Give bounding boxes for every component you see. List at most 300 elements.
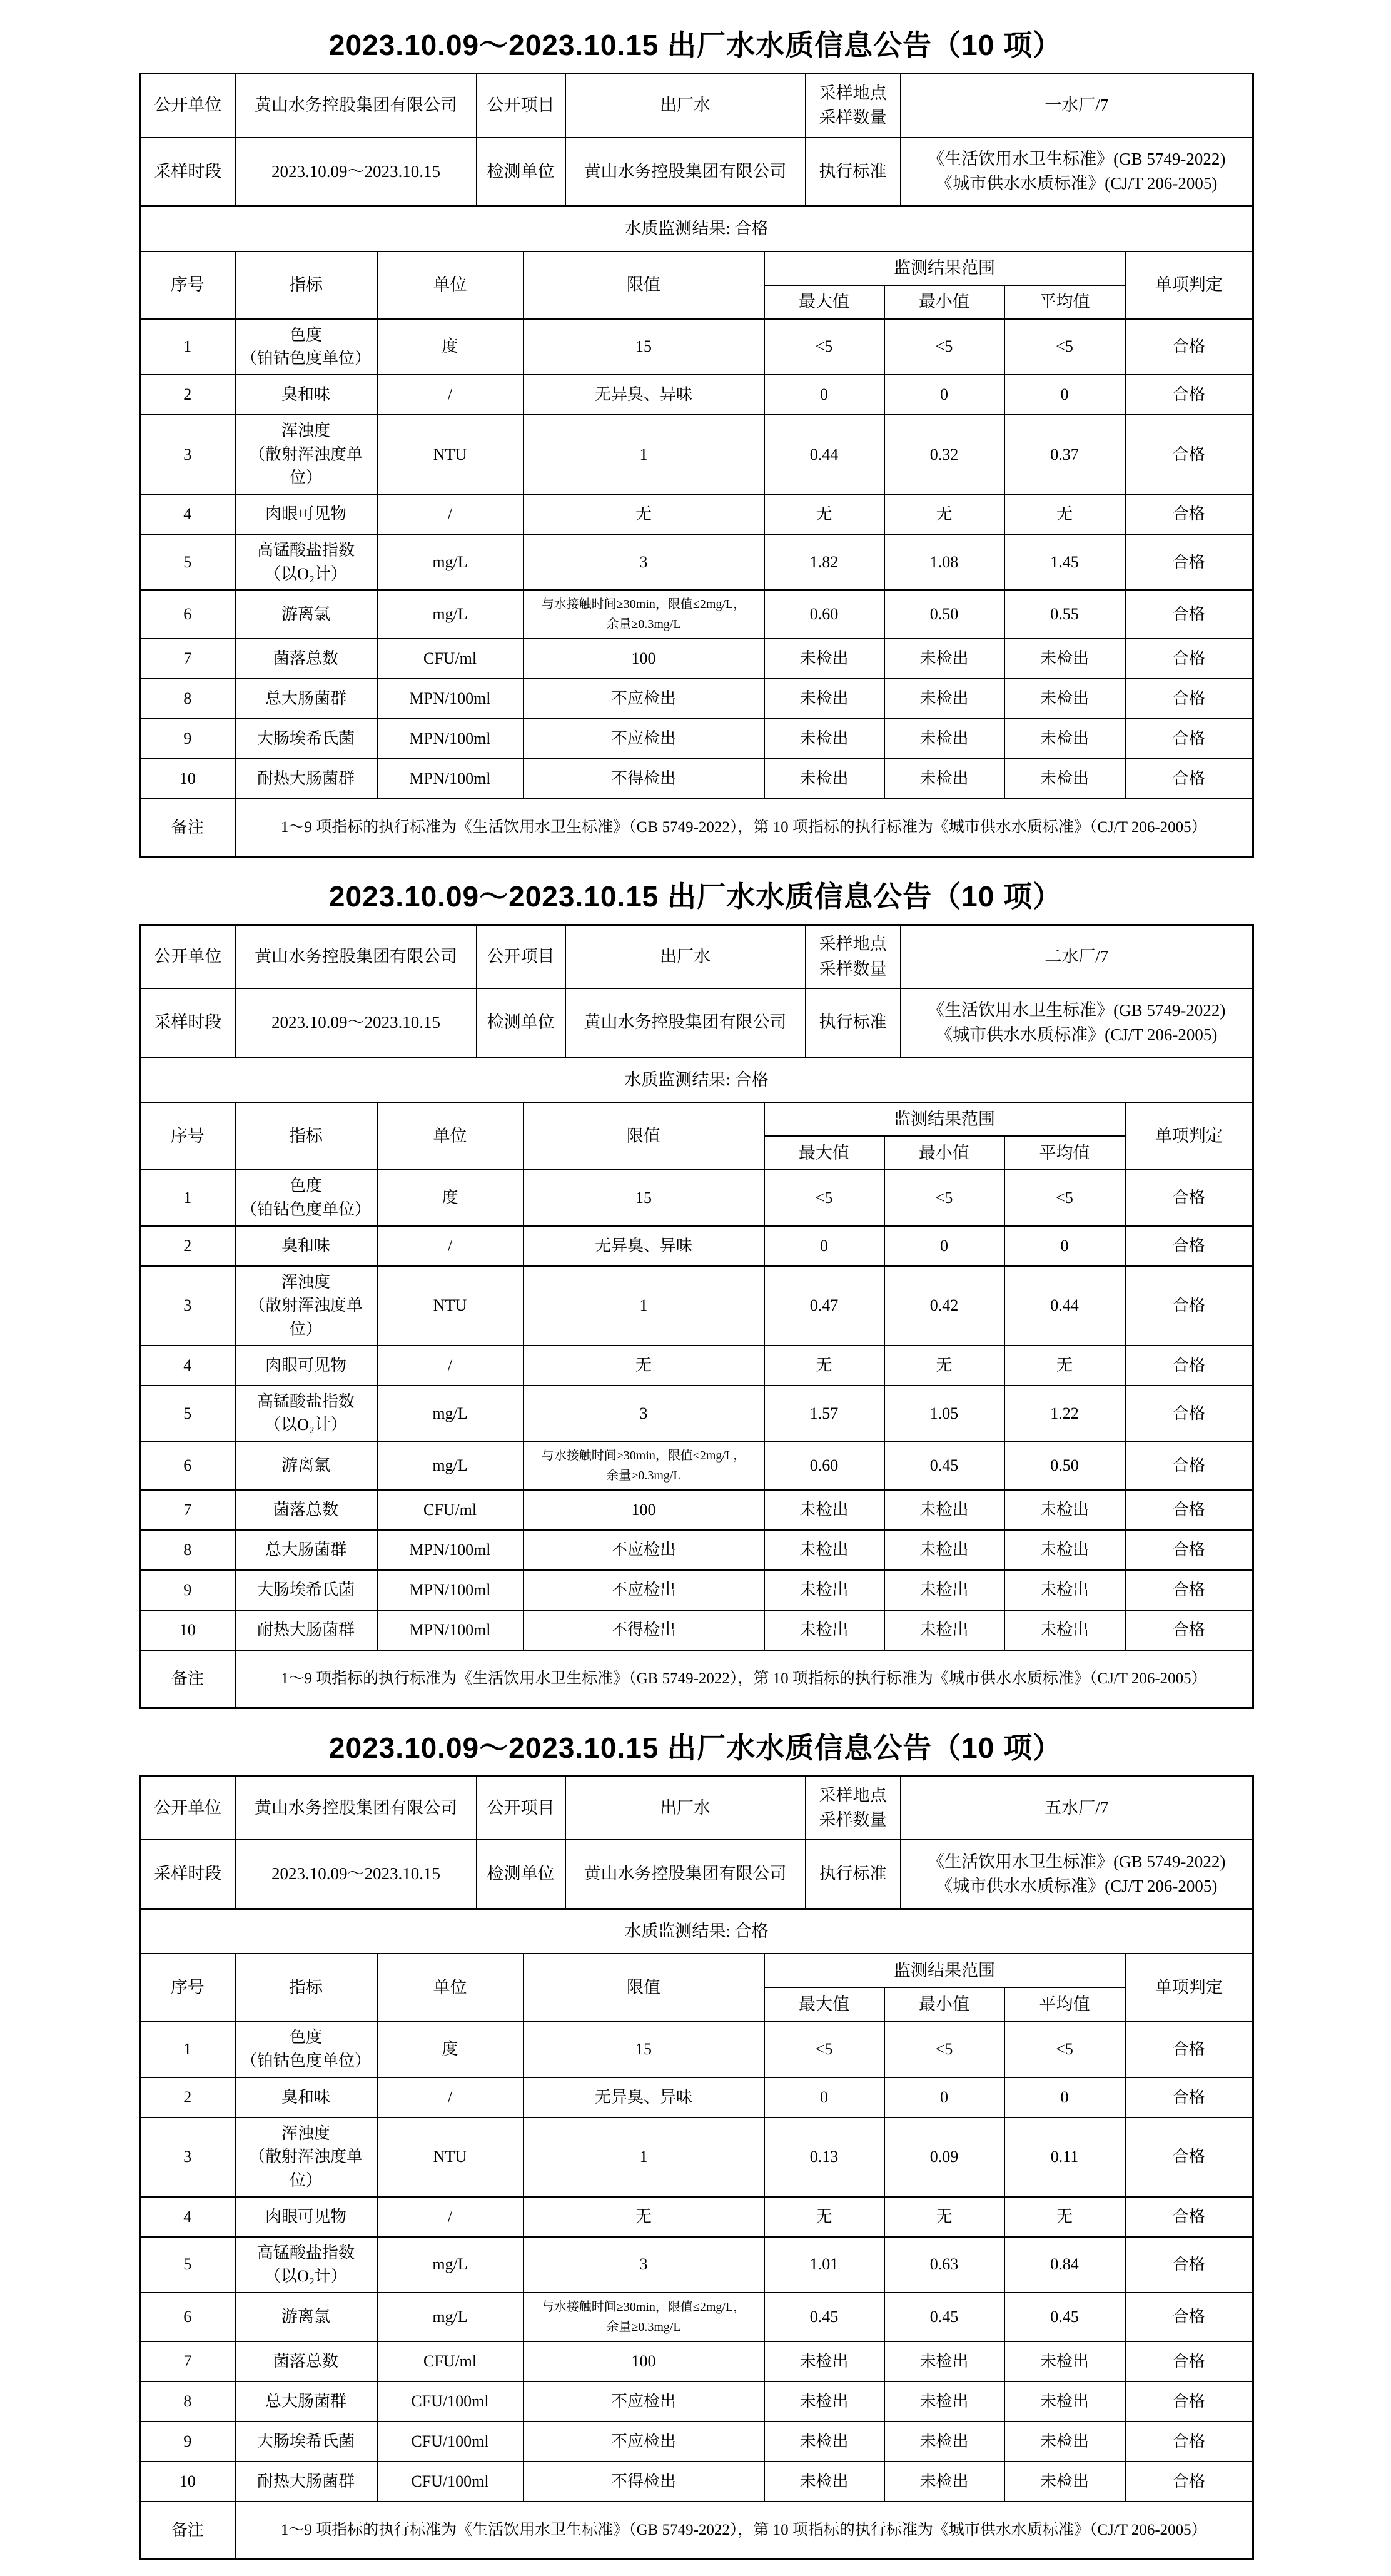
- standard-value: [901, 138, 1253, 206]
- cell-judge: 合格: [1125, 1226, 1253, 1266]
- cell-no: 8: [140, 1530, 235, 1570]
- cell-limit: [524, 1386, 764, 1441]
- project-label: 公开项目: [477, 925, 565, 988]
- header-range: 监测结果范围: [764, 1102, 1125, 1136]
- cell-indicator-line: 菌落总数: [273, 649, 338, 668]
- cell-limit-line: 不应检出: [610, 689, 676, 708]
- cell-limit-line: 与水接触时间≥30min，限值≤2mg/L，: [541, 597, 746, 612]
- indicator-row: [140, 1441, 1253, 1490]
- indicator-row: [140, 2462, 1253, 2502]
- page-title: 2023.10.09～2023.10.15 出厂水水质信息公告（10 项）: [328, 880, 1063, 913]
- header-unit: 单位: [377, 251, 524, 319]
- cell-judge: 合格: [1125, 1530, 1253, 1570]
- cell-avg: 1.22: [1004, 1386, 1125, 1441]
- cell-indicator: [235, 2237, 377, 2293]
- cell-limit: [524, 1570, 764, 1610]
- cell-limit-line: 1: [639, 2148, 648, 2166]
- header-no: 序号: [140, 1102, 235, 1170]
- public-unit-label: 公开单位: [140, 925, 236, 988]
- cell-indicator-line: 浑浊度: [281, 2124, 330, 2142]
- cell-max: <5: [764, 1170, 884, 1225]
- note-row: [140, 1650, 1253, 1708]
- cell-indicator-line: （铂钴色度单位）: [240, 349, 371, 368]
- cell-avg: 无: [1004, 494, 1125, 534]
- header-avg: 平均值: [1004, 1136, 1125, 1170]
- lab-label: 检测单位: [477, 1840, 565, 1909]
- cell-indicator-line: 色度: [289, 1177, 322, 1195]
- site-label: 采样地点: [819, 935, 887, 954]
- header-row: [140, 1102, 1253, 1136]
- cell-judge: 合格: [1125, 1610, 1253, 1650]
- cell-limit: [524, 415, 764, 494]
- cell-judge: 合格: [1125, 2117, 1253, 2197]
- cell-avg: 0: [1004, 375, 1125, 415]
- site-count-label: [806, 925, 901, 988]
- cell-max: 未检出: [764, 2462, 884, 2502]
- cell-indicator: [235, 494, 377, 534]
- result-text: 水质监测结果: 合格: [140, 206, 1253, 251]
- cell-indicator: [235, 2117, 377, 2197]
- site-count-value: 一水厂/7: [901, 74, 1253, 138]
- cell-unit: NTU: [377, 415, 524, 494]
- cell-limit-line: 无异臭、异味: [594, 385, 692, 404]
- cell-max: 未检出: [764, 2341, 884, 2381]
- cell-no: 6: [140, 2293, 235, 2341]
- cell-avg: 未检出: [1004, 639, 1125, 679]
- document-pages: [0, 23, 1391, 2560]
- cell-unit: /: [377, 1346, 524, 1386]
- indicator-row: [140, 2021, 1253, 2077]
- cell-max: 0.60: [764, 1441, 884, 1490]
- cell-limit-line: 不应检出: [610, 2432, 676, 2451]
- cell-min: 无: [884, 2197, 1004, 2237]
- cell-judge: 合格: [1125, 2462, 1253, 2502]
- header-indicator: 指标: [235, 251, 377, 319]
- cell-unit: NTU: [377, 1266, 524, 1346]
- cell-indicator: [235, 2381, 377, 2421]
- cell-max: 无: [764, 1346, 884, 1386]
- header-indicator: 指标: [235, 1102, 377, 1170]
- cell-max: 0.13: [764, 2117, 884, 2197]
- cell-indicator: [235, 319, 377, 375]
- cell-indicator: [235, 2421, 377, 2462]
- cell-limit-line: 不得检出: [610, 2472, 676, 2491]
- cell-limit-line: 1: [639, 445, 648, 464]
- cell-indicator-line: （散射浑浊度单位）: [248, 1296, 363, 1339]
- cell-min: 无: [884, 1346, 1004, 1386]
- cell-indicator-line: 肉眼可见物: [265, 505, 346, 524]
- cell-limit-line: 无: [635, 505, 652, 524]
- cell-limit: [524, 1170, 764, 1225]
- cell-indicator: [235, 1441, 377, 1490]
- header-min: 最小值: [884, 1987, 1004, 2021]
- standard-value: [901, 1840, 1253, 1909]
- cell-no: 9: [140, 2421, 235, 2462]
- cell-avg: 未检出: [1004, 2381, 1125, 2421]
- header-no: 序号: [140, 1954, 235, 2021]
- cell-judge: 合格: [1125, 1570, 1253, 1610]
- note-label: 备注: [140, 2502, 235, 2559]
- project-value: 出厂水: [565, 74, 806, 138]
- cell-limit: [524, 759, 764, 799]
- header-avg: 平均值: [1004, 1987, 1125, 2021]
- header-max: 最大值: [764, 1987, 884, 2021]
- cell-unit: mg/L: [377, 534, 524, 590]
- cell-unit: mg/L: [377, 590, 524, 639]
- cell-min: 0.32: [884, 415, 1004, 494]
- cell-indicator-line: 耐热大肠菌群: [256, 2472, 355, 2491]
- cell-indicator-line: 游离氯: [281, 2308, 330, 2326]
- header-limit: 限值: [524, 1954, 764, 2021]
- cell-max: 未检出: [764, 1570, 884, 1610]
- cell-min: 未检出: [884, 679, 1004, 719]
- header-row: [140, 251, 1253, 285]
- cell-limit: [524, 1266, 764, 1346]
- count-label: 采样数量: [819, 108, 887, 127]
- cell-limit-line: 余量≥0.3mg/L: [606, 2320, 681, 2334]
- cell-limit-line: 不应检出: [610, 2392, 676, 2411]
- cell-unit: /: [377, 375, 524, 415]
- cell-max: 无: [764, 494, 884, 534]
- cell-avg: <5: [1004, 319, 1125, 375]
- cell-avg: 未检出: [1004, 1610, 1125, 1650]
- cell-indicator-line: 高锰酸盐指数: [256, 1392, 355, 1411]
- project-label: 公开项目: [477, 1776, 565, 1840]
- cell-indicator-line: 总大肠菌群: [265, 2392, 346, 2411]
- cell-no: 4: [140, 494, 235, 534]
- cell-limit: [524, 1490, 764, 1530]
- cell-unit: MPN/100ml: [377, 1530, 524, 1570]
- cell-max: 未检出: [764, 1530, 884, 1570]
- cell-max: 0.47: [764, 1266, 884, 1346]
- cell-indicator-line: 高锰酸盐指数: [256, 540, 355, 559]
- cell-min: 1.08: [884, 534, 1004, 590]
- indicator-row: [140, 415, 1253, 494]
- cell-no: 4: [140, 2197, 235, 2237]
- cell-indicator-line: 臭和味: [281, 385, 330, 404]
- cell-min: 0.09: [884, 2117, 1004, 2197]
- cell-min: 未检出: [884, 1490, 1004, 1530]
- cell-indicator: [235, 1570, 377, 1610]
- header-limit: 限值: [524, 251, 764, 319]
- cell-min: 未检出: [884, 719, 1004, 759]
- cell-max: <5: [764, 2021, 884, 2077]
- cell-indicator-line: 耐热大肠菌群: [256, 769, 355, 788]
- project-value: 出厂水: [565, 925, 806, 988]
- info-row-2: [140, 138, 1253, 206]
- cell-indicator: [235, 1170, 377, 1225]
- cell-indicator-line: 臭和味: [281, 1236, 330, 1255]
- cell-indicator-line: 耐热大肠菌群: [256, 1621, 355, 1640]
- cell-indicator-line: 浑浊度: [281, 1272, 330, 1291]
- header-range: 监测结果范围: [764, 1954, 1125, 1987]
- cell-avg: 0.84: [1004, 2237, 1125, 2293]
- cell-judge: 合格: [1125, 1346, 1253, 1386]
- cell-judge: 合格: [1125, 2381, 1253, 2421]
- cell-judge: 合格: [1125, 2237, 1253, 2293]
- cell-avg: 无: [1004, 1346, 1125, 1386]
- result-text: 水质监测结果: 合格: [140, 1057, 1253, 1102]
- period-label: 采样时段: [140, 138, 236, 206]
- header-min: 最小值: [884, 1136, 1004, 1170]
- period-value: 2023.10.09～2023.10.15: [236, 988, 477, 1057]
- cell-min: 0: [884, 375, 1004, 415]
- cell-max: 未检出: [764, 1610, 884, 1650]
- site-count-value: 二水厂/7: [901, 925, 1253, 988]
- cell-limit: [524, 1346, 764, 1386]
- result-row: [140, 206, 1253, 251]
- cell-unit: mg/L: [377, 1386, 524, 1441]
- lab-value: 黄山水务控股集团有限公司: [565, 1840, 806, 1909]
- cell-indicator-line: 菌落总数: [273, 2352, 338, 2371]
- indicator-row: [140, 2077, 1253, 2117]
- cell-limit-line: 余量≥0.3mg/L: [606, 617, 681, 632]
- cell-max: 0: [764, 375, 884, 415]
- cell-indicator-line: 总大肠菌群: [265, 1541, 346, 1559]
- result-text: 水质监测结果: 合格: [140, 1909, 1253, 1954]
- cell-limit: [524, 2341, 764, 2381]
- cell-limit: [524, 375, 764, 415]
- cell-unit: CFU/ml: [377, 1490, 524, 1530]
- cell-judge: 合格: [1125, 1441, 1253, 1490]
- indicator-row: [140, 1346, 1253, 1386]
- cell-no: 6: [140, 590, 235, 639]
- cell-no: 10: [140, 759, 235, 799]
- cell-no: 1: [140, 1170, 235, 1225]
- cell-limit-line: 余量≥0.3mg/L: [606, 1469, 681, 1483]
- cell-max: 0.45: [764, 2293, 884, 2341]
- cell-indicator: [235, 590, 377, 639]
- cell-unit: MPN/100ml: [377, 1610, 524, 1650]
- cell-indicator-line: 游离氯: [281, 605, 330, 624]
- cell-min: 1.05: [884, 1386, 1004, 1441]
- cell-limit-line: 与水接触时间≥30min，限值≤2mg/L，: [541, 2300, 746, 2314]
- site-count-value: 五水厂/7: [901, 1776, 1253, 1840]
- cell-limit-line: 100: [631, 2352, 656, 2371]
- cell-no: 7: [140, 639, 235, 679]
- header-max: 最大值: [764, 285, 884, 319]
- cell-judge: 合格: [1125, 319, 1253, 375]
- cell-avg: 未检出: [1004, 679, 1125, 719]
- lab-label: 检测单位: [477, 138, 565, 206]
- cell-limit: [524, 1441, 764, 1490]
- cell-avg: 未检出: [1004, 2341, 1125, 2381]
- header-judge: 单项判定: [1125, 1102, 1253, 1170]
- cell-unit: MPN/100ml: [377, 719, 524, 759]
- header-judge: 单项判定: [1125, 1954, 1253, 2021]
- cell-indicator: [235, 759, 377, 799]
- cell-indicator-line: 臭和味: [281, 2087, 330, 2106]
- standard-line-2: 《城市供水水质标准》(CJ/T 206-2005): [936, 1876, 1218, 1895]
- cell-max: 0: [764, 1226, 884, 1266]
- standard-label: 执行标准: [806, 1840, 901, 1909]
- cell-judge: 合格: [1125, 1170, 1253, 1225]
- cell-indicator: [235, 2341, 377, 2381]
- cell-limit: [524, 1226, 764, 1266]
- cell-avg: <5: [1004, 1170, 1125, 1225]
- note-text: 1～9 项指标的执行标准为《生活饮用水卫生标准》（GB 5749-2022），第 10 项指标的执行标准为《城市供水水质标准》（CJ/T 206-2005）: [235, 1650, 1253, 1708]
- cell-avg: 未检出: [1004, 719, 1125, 759]
- cell-indicator: [235, 2462, 377, 2502]
- cell-no: 7: [140, 1490, 235, 1530]
- cell-limit: [524, 2381, 764, 2421]
- cell-unit: /: [377, 494, 524, 534]
- project-label: 公开项目: [477, 74, 565, 138]
- cell-no: 1: [140, 2021, 235, 2077]
- info-table: [139, 1775, 1254, 1910]
- cell-min: 未检出: [884, 2421, 1004, 2462]
- monitoring-table: [139, 1908, 1254, 2560]
- cell-min: 0.42: [884, 1266, 1004, 1346]
- cell-indicator: [235, 375, 377, 415]
- result-row: [140, 1057, 1253, 1102]
- cell-max: 0.60: [764, 590, 884, 639]
- cell-min: 未检出: [884, 2341, 1004, 2381]
- page-title: 2023.10.09～2023.10.15 出厂水水质信息公告（10 项）: [328, 1731, 1063, 1764]
- indicator-row: [140, 2117, 1253, 2197]
- cell-limit-line: 无: [635, 1356, 652, 1374]
- cell-limit-line: 与水接触时间≥30min，限值≤2mg/L，: [541, 1449, 746, 1463]
- cell-unit: mg/L: [377, 1441, 524, 1490]
- cell-limit: [524, 2117, 764, 2197]
- cell-unit: 度: [377, 1170, 524, 1225]
- cell-avg: <5: [1004, 2021, 1125, 2077]
- cell-limit-line: 15: [635, 337, 652, 356]
- cell-indicator: [235, 1226, 377, 1266]
- cell-max: 0: [764, 2077, 884, 2117]
- site-label: 采样地点: [819, 1786, 887, 1805]
- indicator-row: [140, 1610, 1253, 1650]
- cell-indicator-line: 总大肠菌群: [265, 689, 346, 708]
- cell-min: 0.45: [884, 2293, 1004, 2341]
- standard-label: 执行标准: [806, 988, 901, 1057]
- period-value: 2023.10.09～2023.10.15: [236, 138, 477, 206]
- cell-indicator-line: 色度: [289, 325, 322, 344]
- cell-min: <5: [884, 1170, 1004, 1225]
- cell-indicator-line: 肉眼可见物: [265, 1356, 346, 1374]
- cell-min: 未检出: [884, 2381, 1004, 2421]
- cell-indicator: [235, 1610, 377, 1650]
- cell-unit: CFU/100ml: [377, 2421, 524, 2462]
- cell-avg: 未检出: [1004, 2421, 1125, 2462]
- cell-unit: NTU: [377, 2117, 524, 2197]
- cell-indicator: [235, 2021, 377, 2077]
- cell-indicator-line: （散射浑浊度单位）: [248, 2148, 363, 2189]
- cell-max: 未检出: [764, 2381, 884, 2421]
- cell-avg: 0.55: [1004, 590, 1125, 639]
- cell-max: 无: [764, 2197, 884, 2237]
- indicator-row: [140, 2421, 1253, 2462]
- cell-unit: 度: [377, 2021, 524, 2077]
- monitoring-table: [139, 1057, 1254, 1709]
- info-table: [139, 924, 1254, 1058]
- cell-limit-line: 15: [635, 2039, 652, 2058]
- cell-indicator-line: 肉眼可见物: [265, 2207, 346, 2226]
- info-row-2: [140, 988, 1253, 1057]
- cell-max: 未检出: [764, 759, 884, 799]
- cell-indicator-line: （以O₂计）: [265, 2267, 347, 2286]
- cell-judge: 合格: [1125, 2293, 1253, 2341]
- cell-min: 无: [884, 494, 1004, 534]
- cell-max: 未检出: [764, 1490, 884, 1530]
- page-title: 2023.10.09～2023.10.15 出厂水水质信息公告（10 项）: [328, 29, 1063, 61]
- cell-unit: MPN/100ml: [377, 1570, 524, 1610]
- cell-judge: 合格: [1125, 2077, 1253, 2117]
- cell-judge: 合格: [1125, 679, 1253, 719]
- cell-judge: 合格: [1125, 415, 1253, 494]
- cell-judge: 合格: [1125, 759, 1253, 799]
- cell-no: 7: [140, 2341, 235, 2381]
- indicator-row: [140, 1170, 1253, 1225]
- header-range: 监测结果范围: [764, 251, 1125, 285]
- cell-min: 未检出: [884, 2462, 1004, 2502]
- indicator-row: [140, 534, 1253, 590]
- site-count-label: [806, 1776, 901, 1840]
- note-row: [140, 2502, 1253, 2559]
- cell-limit: [524, 2077, 764, 2117]
- period-value: 2023.10.09～2023.10.15: [236, 1840, 477, 1909]
- cell-limit: [524, 2293, 764, 2341]
- cell-indicator-line: 大肠埃希氏菌: [256, 2432, 355, 2451]
- cell-limit-line: 3: [639, 552, 648, 571]
- cell-judge: 合格: [1125, 2421, 1253, 2462]
- public-unit-value: 黄山水务控股集团有限公司: [236, 925, 477, 988]
- cell-no: 10: [140, 1610, 235, 1650]
- cell-indicator-line: 色度: [289, 2028, 322, 2047]
- cell-limit-line: 15: [635, 1189, 652, 1207]
- cell-indicator: [235, 1346, 377, 1386]
- cell-judge: 合格: [1125, 534, 1253, 590]
- cell-avg: 0: [1004, 1226, 1125, 1266]
- cell-min: <5: [884, 2021, 1004, 2077]
- cell-indicator: [235, 1490, 377, 1530]
- cell-judge: 合格: [1125, 590, 1253, 639]
- note-label: 备注: [140, 799, 235, 856]
- indicator-row: [140, 1266, 1253, 1346]
- cell-avg: 0.11: [1004, 2117, 1125, 2197]
- indicator-row: [140, 2237, 1253, 2293]
- note-text: 1～9 项指标的执行标准为《生活饮用水卫生标准》（GB 5749-2022），第 10 项指标的执行标准为《城市供水水质标准》（CJ/T 206-2005）: [235, 799, 1253, 856]
- header-unit: 单位: [377, 1102, 524, 1170]
- cell-limit: [524, 639, 764, 679]
- cell-indicator: [235, 2197, 377, 2237]
- indicator-row: [140, 590, 1253, 639]
- indicator-row: [140, 375, 1253, 415]
- cell-limit: [524, 2462, 764, 2502]
- header-avg: 平均值: [1004, 285, 1125, 319]
- cell-no: 9: [140, 1570, 235, 1610]
- cell-indicator-line: （铂钴色度单位）: [240, 1200, 371, 1219]
- cell-judge: 合格: [1125, 1490, 1253, 1530]
- cell-no: 5: [140, 1386, 235, 1441]
- cell-limit-line: 无异臭、异味: [594, 1236, 692, 1255]
- cell-indicator: [235, 2293, 377, 2341]
- cell-no: 2: [140, 1226, 235, 1266]
- cell-avg: 无: [1004, 2197, 1125, 2237]
- cell-no: 4: [140, 1346, 235, 1386]
- standard-line-1: 《生活饮用水卫生标准》(GB 5749-2022): [928, 1000, 1226, 1020]
- standard-line-2: 《城市供水水质标准》(CJ/T 206-2005): [936, 1025, 1218, 1045]
- project-value: 出厂水: [565, 1776, 806, 1840]
- cell-no: 10: [140, 2462, 235, 2502]
- cell-no: 3: [140, 415, 235, 494]
- indicator-row: [140, 2197, 1253, 2237]
- cell-judge: 合格: [1125, 2021, 1253, 2077]
- cell-avg: 未检出: [1004, 1570, 1125, 1610]
- info-row-1: [140, 1776, 1253, 1840]
- cell-limit-line: 不应检出: [610, 1541, 676, 1559]
- cell-min: 0.50: [884, 590, 1004, 639]
